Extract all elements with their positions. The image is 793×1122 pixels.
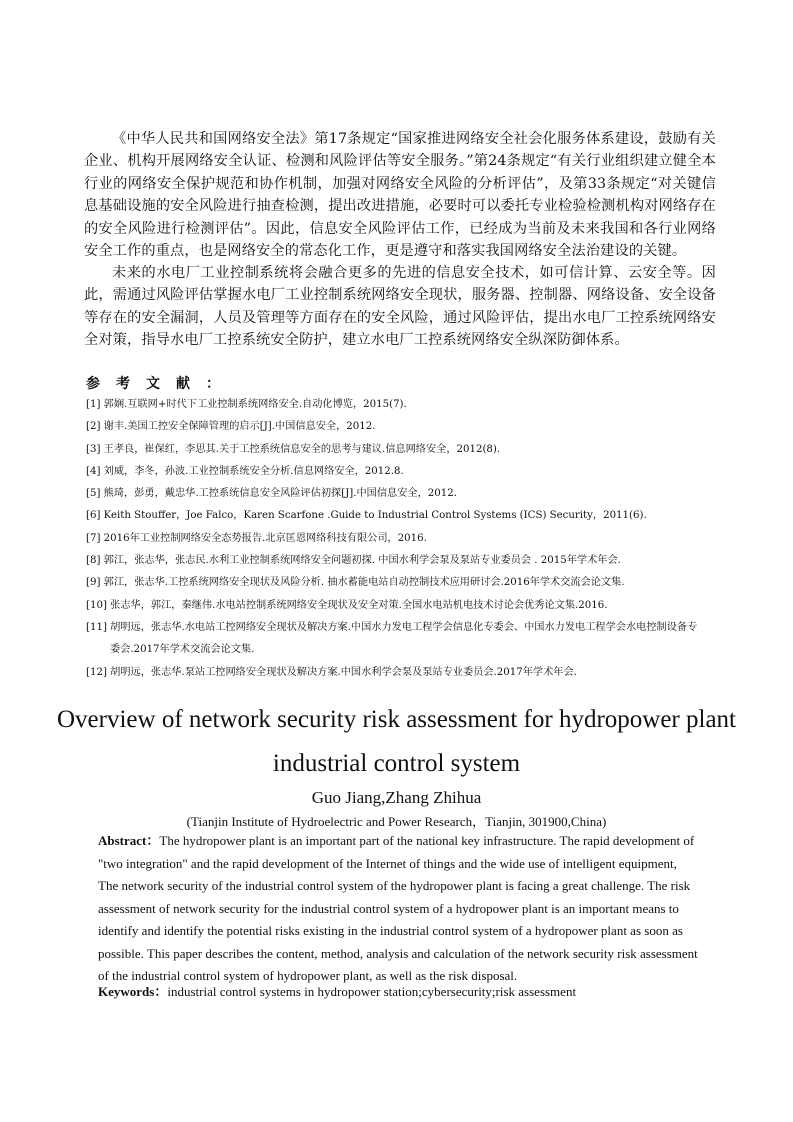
reference-item: [7] 2016年工业控制网络安全态势报告.北京匡恩网络科技有限公司，2016. [86, 532, 427, 544]
english-title-line-2: industrial control system [272, 750, 521, 777]
abstract-text: The hydropower plant is an important part of the national key infrastructure. The rapid development of "two integration" and the rapid development of the Internet of things and the wide use of intelligent equipment, The network security of the industrial control system of the hydropower plant is facing a great challenge. The risk assessment of network security for the industrial control system of a hydropower plant is an important means to identify and identify the potential risks existing in the industrial control system of a hydropower plant as soon as possible. This paper describes the content, method, analysis and calculation of the network security risk assessment of the industrial control system of hydropower plant, as well as the risk disposal. [98, 833, 698, 983]
reference-item: [10] 张志华，郭江，秦继伟.水电站控制系统网络安全现状及安全对策.全国水电站机电技术讨论会优秀论文集.2016. [86, 599, 608, 611]
reference-item: [6] Keith Stouffer，Joe Falco，Karen Scarfone .Guide to Industrial Control Systems (ICS) Security，2011(6). [86, 510, 647, 522]
reference-item: [1] 郭娴.互联网+时代下工业控制系统网络安全.自动化博览，2015(7). [86, 399, 407, 410]
keywords-label: Keywords： [98, 984, 168, 999]
keywords [98, 983, 698, 1001]
reference-item: [4] 刘威，李冬，孙波.工业控制系统安全分析.信息网络安全，2012.8. [86, 465, 404, 477]
reference-item: [3] 王孝良，崔保红，李思其.关于工控系统信息安全的思考与建议.信息网络安全，2012(8). [86, 443, 501, 455]
reference-item: [12] 胡明远，张志华.泵站工控网络安全现状及解决方案.中国水利学会泵及泵站专业委员会.2017年学术年会. [86, 666, 577, 678]
reference-item: [11] 胡明远，张志华.水电站工控网络安全现状及解决方案.中国水力发电工程学会信息化专委会、中国水力发电工程学会水电控制设备专委会.2017年学术交流会论文集. [86, 621, 698, 656]
references-heading: 参考文献： [86, 376, 236, 392]
reference-item: [8] 郭江，张志华，张志民.水利工业控制系统网络安全问题初探. 中国水利学会泵及泵站专业委员会 . 2015年学术年会. [86, 555, 621, 567]
keywords-text: industrial control systems in hydropower station;cybersecurity;risk assessment [167, 984, 577, 999]
reference-item: [5] 熊琦，彭勇，戴忠华.工控系统信息安全风险评估初探[J].中国信息安全，2012. [86, 488, 457, 500]
abstract-label: Abstract： [98, 833, 160, 848]
body-paragraph-1: 《中华人民共和国网络安全法》第17条规定“国家推进网络安全社会化服务体系建设，鼓励有关企业、机构开展网络安全认证、检测和风险评估等安全服务。”第24条规定“有关行业组织建立健全本行业的网络安全保护规范和协作机制，加强对网络安全风险的分析评估”，及第33条规定“对关键信息基础设施的安全风险进行抽查检测，提出改进措施，必要时可以委托专业检验检测机构对网络存在的安全风险进行检测评估”。因此，信息安全风险评估工作，已经成为当前及未来我国和各行业网络安全工作的重点，也是网络安全的常态化工作，更是遵守和落实我国网络安全法治建设的关键。 [84, 131, 716, 260]
affiliation: (Tianjin Institute of Hydroelectric and Power Research，Tianjin, 301900,China) [186, 814, 607, 829]
body-paragraph-2: 未来的水电厂工业控制系统将会融合更多的先进的信息安全技术，如可信计算、云安全等。因此，需通过风险评估掌握水电厂工业控制系统网络安全现状，服务器、控制器、网络设备、安全设备等存在的安全漏洞，人员及管理等方面存在的安全风险，通过风险评估，提出水电厂工控系统网络安全对策，指导水电厂工控系统安全防护，建立水电厂工控系统网络安全纵深防御体系。 [84, 265, 716, 349]
abstract [98, 830, 698, 988]
reference-item: [2] 谢丰.美国工控安全保障管理的启示[J].中国信息安全，2012. [86, 421, 376, 433]
reference-list [86, 394, 706, 684]
english-title-line-1: Overview of network security risk assessment for hydropower plant [57, 706, 736, 733]
reference-item: [9] 郭江，张志华.工控系统网络安全现状及风险分析. 抽水蓄能电站自动控制技术应用研讨会.2016年学术交流会论文集. [86, 577, 625, 589]
authors: Guo Jiang,Zhang Zhihua [311, 788, 482, 807]
